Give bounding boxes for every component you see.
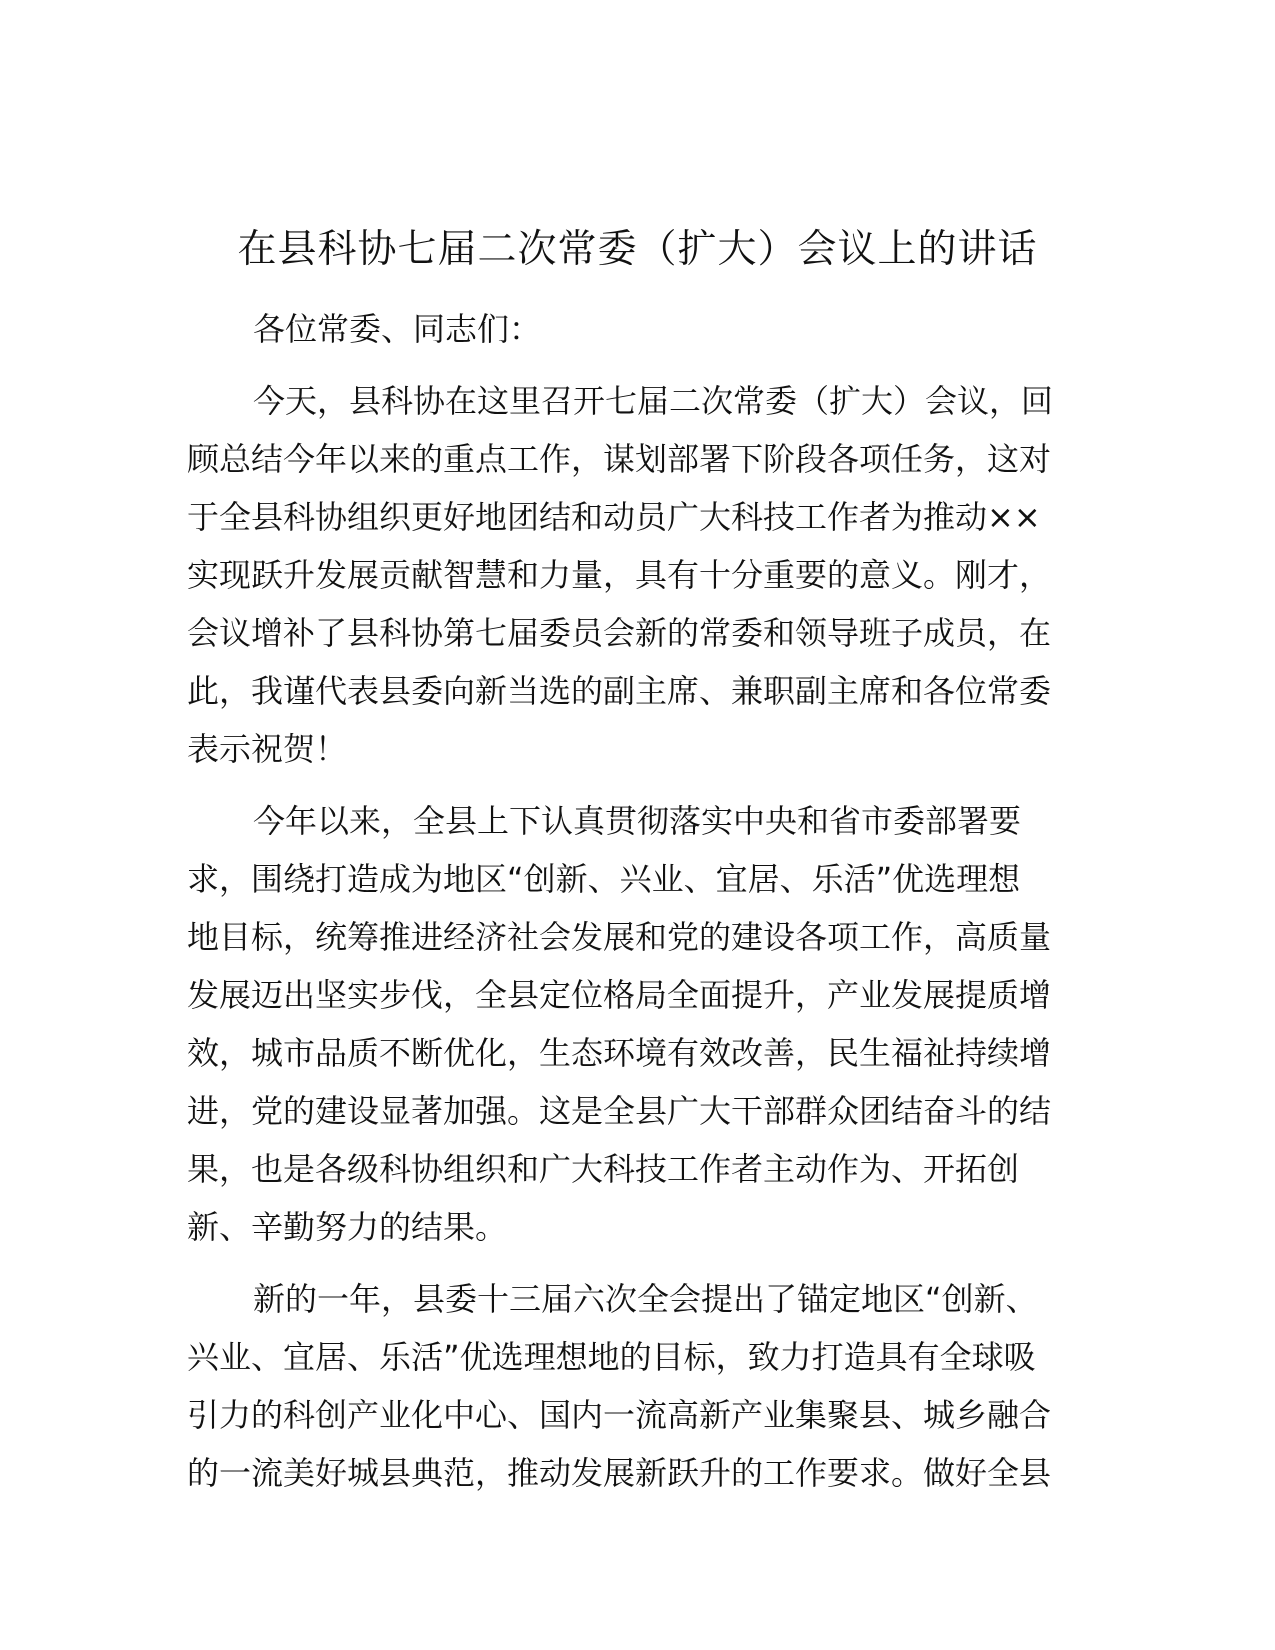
paragraph-new-year [187,1270,1087,1502]
paragraph-line: 效，城市品质不断优化，生态环境有效改善，民生福祉持续增 [187,1034,1052,1072]
paragraph-line: 此，我谨代表县委向新当选的副主席、兼职副主席和各位常委 [187,672,1052,710]
paragraph-line: 兴业、宜居、乐活”优选理想地的目标，致力打造具有全球吸 [187,1338,1036,1376]
paragraph-line: 新的一年，县委十三届六次全会提出了锚定地区“创新、 [253,1280,1038,1318]
document-title: 在县科协七届二次常委（扩大）会议上的讲话 [237,227,1038,272]
paragraph-achievements [187,792,1087,1256]
paragraph-line: 顾总结今年以来的重点工作，谋划部署下阶段各项任务，这对 [187,440,1052,478]
paragraph-line: 进，党的建设显著加强。这是全县广大干部群众团结奋斗的结 [187,1092,1052,1130]
paragraph-line: 会议增补了县科协第七届委员会新的常委和领导班子成员，在 [187,614,1052,652]
paragraph-line: 今天，县科协在这里召开七届二次常委（扩大）会议，回 [253,382,1054,420]
paragraph-line: 新、辛勤努力的结果。 [187,1208,508,1246]
paragraph-line: 求，围绕打造成为地区“创新、兴业、宜居、乐活”优选理想 [187,860,1021,898]
paragraph-line: 今年以来，全县上下认真贯彻落实中央和省市委部署要 [253,802,1022,840]
document-body [187,300,1087,1502]
salutation: 各位常委、同志们： [253,310,542,348]
paragraph-line: 地目标，统筹推进经济社会发展和党的建设各项工作，高质量 [187,918,1052,956]
paragraph-line: 表示祝贺！ [187,730,348,768]
paragraph-line: 果，也是各级科协组织和广大科技工作者主动作为、开拓创 [187,1150,1020,1188]
paragraph-line: 于全县科协组织更好地团结和动员广大科技工作者为推动×× [187,498,1041,536]
paragraph-line: 的一流美好城县典范，推动发展新跃升的工作要求。做好全县 [187,1454,1052,1492]
paragraph-opening [187,372,1087,778]
paragraph-line: 发展迈出坚实步伐，全县定位格局全面提升，产业发展提质增 [187,976,1052,1014]
paragraph-line: 引力的科创产业化中心、国内一流高新产业集聚县、城乡融合 [187,1396,1052,1434]
paragraph-line: 实现跃升发展贡献智慧和力量，具有十分重要的意义。刚才， [187,556,1052,594]
